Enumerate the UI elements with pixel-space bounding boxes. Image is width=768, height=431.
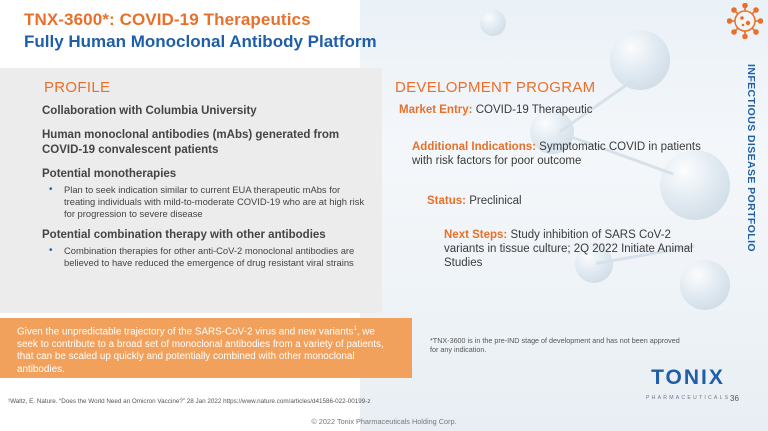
virus-icon (727, 3, 763, 39)
next-steps-value: Study inhibition of SARS CoV-2 variants in tissue culture; 2Q 2022 Initiate Animal Studies (444, 229, 693, 269)
callout-box (0, 318, 412, 378)
page-title: TNX-3600*: COVID-19 Therapeutics (24, 10, 311, 29)
profile-list (42, 104, 367, 269)
profile-bullet-monotherapies (42, 184, 367, 220)
callout-text-end: , we seek to contribute to a broad set of monoclonal antibodies from a variety of patients, that can be scaled up quickly and potentially combined with other monoclonal antibodies. (17, 326, 384, 375)
bullet-text: Combination therapies for other anti-CoV-2 monoclonal antibodies are believed to have reduced the emergence of drug resistant viral strains (64, 245, 355, 268)
bullet-icon: • (49, 245, 53, 256)
bullet-icon: • (49, 184, 53, 195)
profile-heading: PROFILE (44, 79, 111, 96)
additional-key: Additional Indications: (412, 141, 536, 153)
portfolio-label: INFECTIOUS DISEASE PORTFOLIO (745, 64, 757, 252)
market-entry-key: Market Entry: (399, 104, 473, 116)
status-value: Preclinical (469, 195, 522, 207)
copyright: © 2022 Tonix Pharmaceuticals Holding Corp. (311, 417, 457, 426)
status-key: Status: (427, 195, 466, 207)
development-heading: DEVELOPMENT PROGRAM (395, 79, 596, 96)
additional-indications (412, 140, 702, 168)
logo-wordmark: TONIX (651, 366, 725, 389)
profile-item-combination: Potential combination therapy with other antibodies (42, 229, 326, 241)
callout-superscript: 1 (353, 326, 357, 332)
profile-bullet-combination (42, 245, 367, 269)
profile-item-collaboration: Collaboration with Columbia University (42, 105, 257, 117)
status (427, 194, 697, 208)
logo-subtitle: PHARMACEUTICALS (646, 395, 731, 401)
market-entry-value: COVID-19 Therapeutic (475, 104, 593, 116)
page-number: 36 (730, 394, 739, 403)
next-steps (444, 228, 709, 270)
additional-value: Symptomatic COVID in patients with risk factors for poor outcome (412, 141, 701, 167)
next-steps-key: Next Steps: (444, 229, 508, 241)
page-subtitle: Fully Human Monoclonal Antibody Platform (24, 32, 377, 51)
regulatory-note: *TNX-3600 is in the pre-IND stage of development and has not been approved for any indication. (430, 336, 680, 354)
bullet-text: Plan to seek indication similar to current EUA therapeutic mAbs for treating individuals with mild-to-moderate COVID-19 who are at high risk for progression to severe disease (64, 184, 365, 219)
callout-text-start: Given the unpredictable trajectory of the SARS-CoV-2 virus and new variants (17, 326, 354, 338)
tonix-logo (646, 366, 730, 408)
market-entry (399, 103, 699, 117)
profile-item-monotherapies: Potential monotherapies (42, 168, 177, 180)
profile-item-mabs: Human monoclonal antibodies (mAbs) generated from COVID-19 convalescent patients (42, 129, 340, 156)
reference-footnote: ¹Waltz, E. Nature. “Does the World Need an Omicron Vaccine?” 28 Jan 2022 https://www.nature.com/articles/d41586-022-00199-z (8, 398, 371, 405)
